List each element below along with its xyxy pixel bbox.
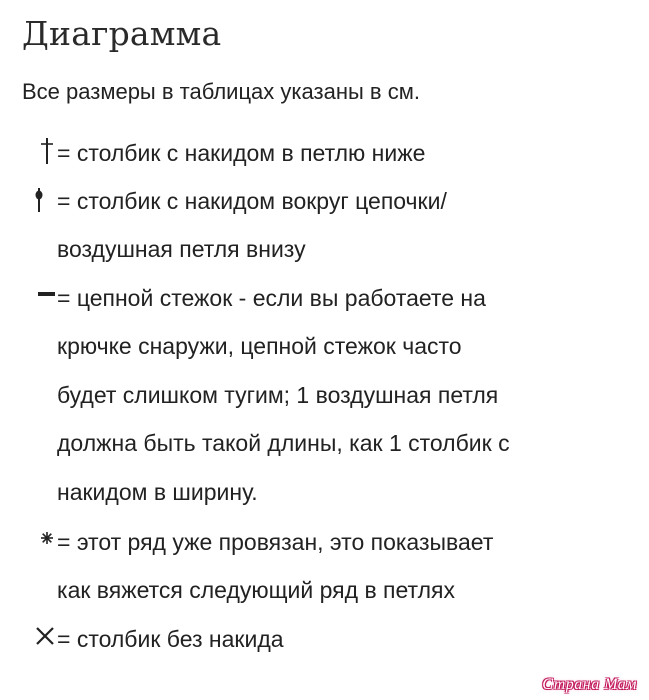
dash-icon [36, 281, 58, 311]
legend-text: = столбик без накида [57, 626, 284, 652]
star-icon [36, 525, 58, 555]
legend-text: = столбик с накидом в петлю ниже [57, 140, 426, 166]
intro-text: Все размеры в таблицах указаны в см. [22, 79, 420, 104]
legend-text: как вяжется следующий ряд в петлях [57, 577, 455, 603]
legend-text: крючке снаружи, цепной стежок часто [57, 333, 462, 359]
cross-icon [34, 622, 56, 652]
page-title: Диаграмма [22, 14, 222, 53]
legend-text: накидом в ширину. [57, 479, 258, 505]
dagger-icon [36, 136, 58, 166]
legend-text: должна быть такой длины, как 1 столбик с [57, 430, 510, 456]
legend-text: = этот ряд уже провязан, это показывает [57, 529, 494, 555]
legend-text: = цепной стежок - если вы работаете на [57, 285, 486, 311]
legend-text: воздушная петля внизу [57, 236, 306, 262]
filled-dot-stem-icon [28, 184, 50, 214]
site-watermark: Страна Мам [542, 676, 637, 693]
legend-text: будет слишком тугим; 1 воздушная петля [57, 382, 499, 408]
legend-text: = столбик с накидом вокруг цепочки/ [57, 188, 447, 214]
